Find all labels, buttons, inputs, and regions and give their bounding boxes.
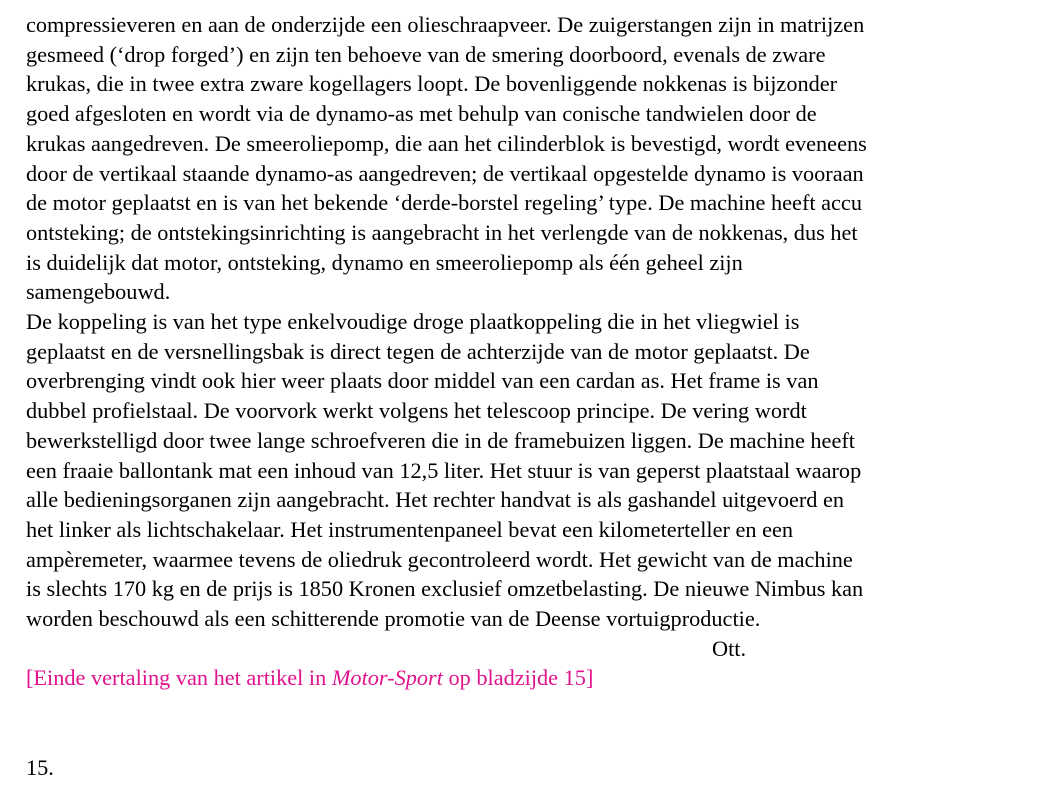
- text-line: overbrenging vindt ook hier weer plaats door middel van een cardan as. Het frame is van: [26, 368, 819, 394]
- text-line: krukas aangedreven. De smeeroliepomp, die aan het cilinderblok is bevestigd, wordt eveneens: [26, 130, 867, 156]
- article-body: [26, 10, 1036, 634]
- text-line: dubbel profielstaal. De voorvork werkt volgens het telescoop principe. De vering wordt: [26, 398, 807, 424]
- text-line: gesmeed (‘drop forged’) en zijn ten behoeve van de smering doorboord, evenals de zware: [26, 41, 826, 67]
- note-suffix: op bladzijde 15]: [442, 665, 594, 691]
- text-line: is slechts 170 kg en de prijs is 1850 Kronen exclusief omzetbelasting. De nieuwe Nimbus kan: [26, 576, 864, 602]
- text-line: ampèremeter, waarmee tevens de oliedruk gecontroleerd wordt. Het gewicht van de machine: [26, 546, 853, 572]
- document-page: [26, 10, 1036, 693]
- translation-end-note: [26, 663, 1036, 693]
- text-line: alle bedieningsorganen zijn aangebracht. Het rechter handvat is als gashandel uitgevoerd en: [26, 487, 845, 513]
- page-number: 15.: [26, 755, 54, 780]
- text-line: goed afgesloten en wordt via de dynamo-as met behulp van conische tandwielen door de: [26, 101, 817, 127]
- text-line: De koppeling is van het type enkelvoudige droge plaatkoppeling die in het vliegwiel is: [26, 309, 800, 335]
- text-line: het linker als lichtschakelaar. Het instrumentenpaneel bevat een kilometerteller en een: [26, 516, 794, 542]
- note-prefix: [Einde vertaling van het artikel in: [26, 665, 332, 691]
- text-line: bewerkstelligd door twee lange schroefveren die in de framebuizen liggen. De machine heeft: [26, 427, 855, 453]
- text-line: worden beschouwd als een schitterende promotie van de Deense vortuigproductie.: [26, 606, 761, 632]
- text-line: samengebouwd.: [26, 279, 171, 305]
- text-line: ontsteking; de ontstekingsinrichting is aangebracht in het verlengde van de nokkenas, dus het: [26, 219, 858, 245]
- note-magazine-title: Motor-Sport: [331, 665, 443, 691]
- text-line: een fraaie ballontank mat een inhoud van 12,5 liter. Het stuur is van geperst plaatstaal waarop: [26, 457, 862, 483]
- text-line: de motor geplaatst en is van het bekende ‘derde-borstel regeling’ type. De machine heeft accu: [26, 190, 862, 216]
- text-line: krukas, die in twee extra zware kogellagers loopt. De bovenliggende nokkenas is bijzonder: [26, 71, 838, 97]
- text-line: geplaatst en de versnellingsbak is direct tegen de achterzijde van de motor geplaatst. De: [26, 338, 810, 364]
- text-line: is duidelijk dat motor, ontsteking, dynamo en smeeroliepomp als één geheel zijn: [26, 249, 743, 275]
- text-line: door de vertikaal staande dynamo-as aangedreven; de vertikaal opgestelde dynamo is vooraan: [26, 160, 864, 186]
- text-line: compressieveren en aan de onderzijde een olieschraapveer. De zuigerstangen zijn in matrijzen: [26, 12, 865, 37]
- author-signature: Ott.: [712, 635, 747, 661]
